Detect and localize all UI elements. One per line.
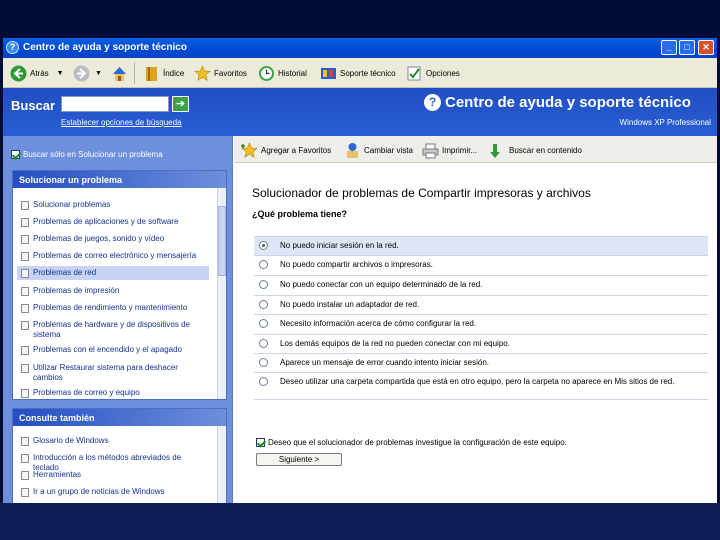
options-label: Opciones [426, 68, 460, 78]
main-pane [234, 136, 717, 503]
checkbox-icon[interactable] [256, 438, 265, 447]
printer-icon [422, 142, 439, 159]
back-label: Atrás [30, 68, 49, 78]
list-item[interactable]: Solucionar problemas [21, 200, 207, 210]
list-item[interactable]: Problemas de hardware y de dispositivos de sistema [21, 320, 207, 340]
forward-button[interactable] [73, 64, 102, 82]
page-icon [21, 304, 29, 313]
help-center-icon: ? [6, 41, 19, 54]
search-bar [3, 88, 717, 136]
page-icon [21, 454, 29, 463]
list-item[interactable]: Problemas de rendimiento y mantenimiento [21, 303, 207, 313]
index-book-icon [143, 65, 160, 82]
window-title: Centro de ayuda y soporte técnico [23, 42, 187, 53]
favorites-button[interactable] [194, 64, 247, 82]
history-button[interactable] [258, 64, 307, 82]
back-arrow-icon [10, 65, 27, 82]
page-icon [21, 488, 29, 497]
close-button[interactable]: ✕ [698, 40, 714, 55]
sidebar-scrollbar[interactable] [217, 188, 226, 399]
forward-arrow-icon [73, 65, 90, 82]
navigation-toolbar [3, 58, 717, 88]
app-title [424, 94, 691, 111]
problem-option[interactable]: No puedo instalar un adaptador de red. [254, 295, 708, 314]
problem-option[interactable]: No puedo compartir archivos o impresoras. [254, 255, 708, 274]
forward-dropdown-icon[interactable]: ▼ [95, 69, 102, 77]
locate-label: Buscar en contenido [509, 145, 582, 155]
page-icon [21, 437, 29, 446]
back-dropdown-icon[interactable]: ▼ [56, 69, 64, 77]
panel-title: Consulte también [13, 409, 226, 426]
search-input[interactable] [61, 96, 169, 112]
list-item[interactable]: Problemas con el encendido y el apagado [21, 345, 207, 355]
list-item[interactable]: Problemas de correo electrónico y mensajería [21, 251, 207, 261]
next-button[interactable]: Siguiente > [256, 453, 342, 466]
radio-button[interactable] [259, 339, 268, 348]
radio-button[interactable] [259, 358, 268, 367]
list-item[interactable]: Utilizar Restaurar sistema para deshacer cambios [21, 363, 207, 383]
index-button[interactable] [143, 64, 184, 82]
problem-option[interactable]: No puedo conectar con un equipo determinado de la red. [254, 275, 708, 294]
troubleshooter-content [234, 164, 717, 503]
checkbox-icon[interactable] [11, 150, 20, 159]
list-item[interactable]: Herramientas [21, 470, 207, 480]
page-title: Solucionador de problemas de Compartir impresoras y archivos [252, 186, 591, 200]
page-icon [21, 235, 29, 244]
list-item[interactable]: Introducción a los métodos abreviados de teclado [21, 453, 207, 473]
add-favorites-icon [241, 142, 258, 159]
see-also-scrollbar[interactable] [217, 426, 226, 503]
page-icon [21, 201, 29, 210]
support-icon [320, 65, 337, 82]
locate-button[interactable] [489, 141, 582, 159]
page-icon [21, 269, 29, 278]
history-clock-icon [258, 65, 275, 82]
history-label: Historial [278, 68, 307, 78]
add-favorites-button[interactable] [241, 141, 331, 159]
favorites-star-icon [194, 65, 211, 82]
radio-button[interactable] [259, 241, 268, 250]
support-label: Soporte técnico [340, 68, 396, 78]
page-icon [21, 346, 29, 355]
page-icon [21, 471, 29, 480]
page-icon [21, 321, 29, 330]
list-item[interactable]: Problemas de juegos, sonido y vídeo [21, 234, 207, 244]
problem-option[interactable]: Necesito información acerca de cómo configurar la red. [254, 314, 708, 333]
title-bar[interactable] [3, 38, 717, 58]
page-icon [21, 218, 29, 227]
minimize-button[interactable]: _ [661, 40, 677, 55]
see-also-panel [12, 408, 227, 503]
content-toolbar [234, 136, 717, 163]
panel-title: Solucionar un problema [13, 171, 226, 188]
print-button[interactable] [422, 141, 477, 159]
search-in-label: Buscar sólo en Solucionar un problema [23, 150, 163, 159]
app-title-text: Centro de ayuda y soporte técnico [445, 94, 691, 111]
change-view-icon [344, 142, 361, 159]
question-heading: ¿Qué problema tiene? [252, 209, 348, 219]
radio-button[interactable] [259, 300, 268, 309]
back-button[interactable] [10, 64, 64, 82]
page-icon [21, 287, 29, 296]
list-item[interactable]: Problemas de aplicaciones y de software [21, 217, 207, 227]
search-label: Buscar [11, 98, 56, 113]
support-button[interactable] [320, 64, 396, 82]
problem-option[interactable]: Los demás equipos de la red no pueden conectar con mi equipo. [254, 334, 708, 353]
list-item[interactable]: Ir a un grupo de noticias de Windows [21, 487, 207, 497]
problem-option[interactable]: Aparece un mensaje de error cuando intento iniciar sesión. [254, 353, 708, 372]
radio-button[interactable] [259, 260, 268, 269]
investigate-label: Deseo que el solucionador de problemas investigue la configuración de este equipo. [268, 438, 567, 447]
options-icon [406, 65, 423, 82]
troubleshoot-panel [12, 170, 227, 400]
search-in-checkbox[interactable] [11, 150, 163, 159]
list-item[interactable]: Glosario de Windows [21, 436, 207, 446]
index-label: Índice [163, 68, 185, 78]
desktop-bottom-band [0, 503, 720, 540]
page-icon [21, 389, 29, 398]
list-item-selected[interactable]: Problemas de red [17, 266, 209, 280]
list-item[interactable]: Problemas de impresión [21, 286, 207, 296]
page-icon [21, 364, 29, 373]
problem-option[interactable]: Deseo utilizar una carpeta compartida que está en otro equipo, pero la carpeta no aparece en Mis sitios de red. [254, 372, 708, 400]
radio-button[interactable] [259, 319, 268, 328]
change-view-label: Cambiar vista [364, 145, 413, 155]
search-options-link[interactable]: Establecer opciones de búsqueda [61, 118, 182, 127]
home-icon [111, 65, 128, 82]
os-name: Windows XP Professional [619, 118, 711, 127]
options-button[interactable] [406, 64, 460, 82]
add-favorites-label: Agregar a Favoritos [261, 145, 332, 155]
favorites-label: Favoritos [214, 68, 247, 78]
radio-button[interactable] [259, 377, 268, 386]
search-go-button[interactable]: ➔ [172, 96, 189, 112]
maximize-button[interactable]: □ [679, 40, 695, 55]
locate-arrow-icon [489, 142, 506, 159]
sidebar [3, 136, 233, 503]
list-item[interactable]: Problemas de correo y equipo [21, 388, 207, 398]
change-view-button[interactable] [344, 141, 413, 159]
radio-button[interactable] [259, 280, 268, 289]
help-icon: ? [424, 94, 441, 111]
scrollbar-thumb[interactable] [218, 206, 226, 276]
help-center-window [3, 38, 717, 503]
print-label: Imprimir... [442, 145, 478, 155]
home-button[interactable] [111, 64, 131, 82]
problem-option[interactable]: No puedo iniciar sesión en la red. [254, 236, 708, 255]
page-icon [21, 252, 29, 261]
investigate-checkbox[interactable] [256, 438, 567, 447]
